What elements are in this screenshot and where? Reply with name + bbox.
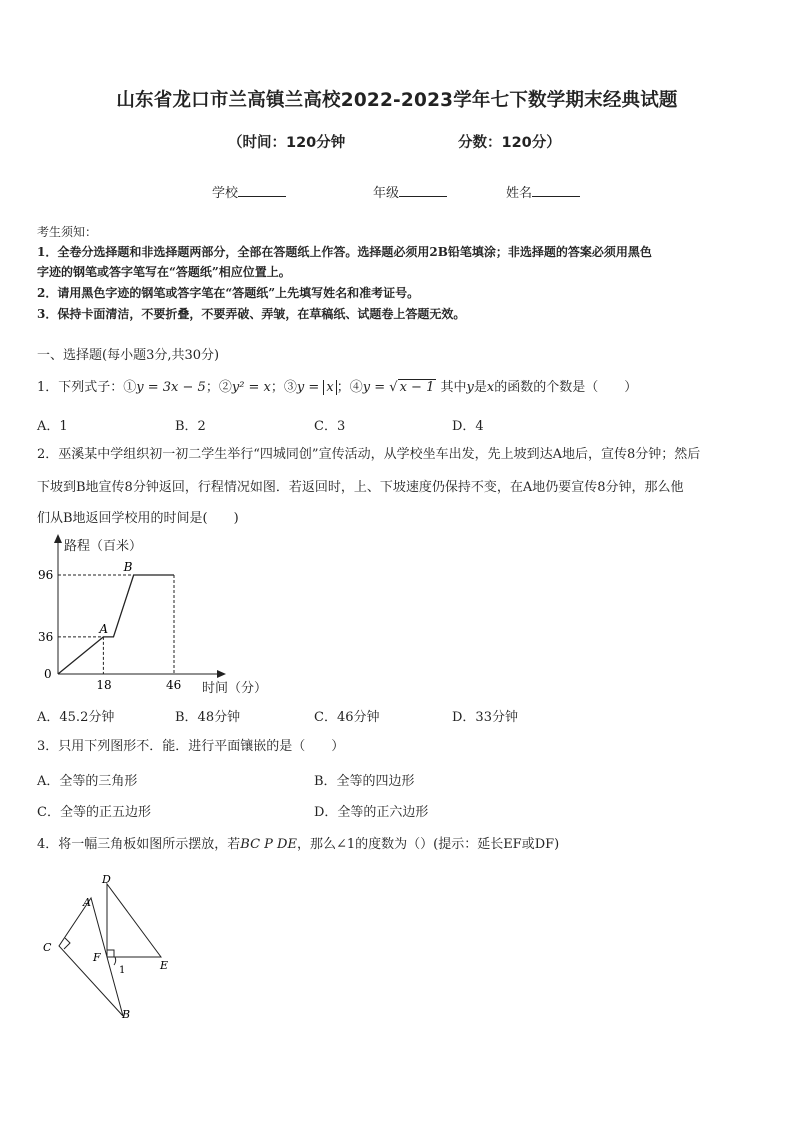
y-axis-arrow — [54, 534, 62, 543]
tick-label: 36 — [38, 629, 54, 644]
question-1: 1．下列式子：①y = 3x − 5；②y² = x；③y = x ；④y = √ x − 1 其中y是x的函数的个数是（ ） — [37, 380, 638, 395]
x-axis-arrow — [217, 670, 226, 678]
option-b: B．全等的四边形 — [314, 774, 415, 789]
question-2-line: 2．巫溪某中学组织初一初二学生举行“四城同创”宣传活动，从学校坐车出发，先上坡到达A地后，宣传8分钟；然后 — [37, 447, 701, 462]
section-heading: 一、选择题(每小题3分,共30分) — [37, 348, 220, 363]
question-2-line: 们从B地返回学校用的时间是( ) — [37, 511, 239, 526]
right-angle-mark-c — [64, 938, 70, 949]
tick-label: 18 — [96, 678, 112, 692]
grade-field — [373, 182, 447, 201]
option-c: C．46分钟 — [314, 710, 380, 725]
tick-label: 46 — [166, 678, 182, 692]
option-a: A．45.2分钟 — [37, 710, 115, 725]
label-c: C — [43, 941, 52, 954]
option-b: B．48分钟 — [175, 710, 241, 725]
tick-label: 96 — [38, 568, 54, 582]
distance-time-chart — [30, 530, 290, 700]
tick-label: 0 — [44, 667, 52, 681]
option-a: A．1 — [37, 419, 68, 434]
label-angle-1: 1 — [119, 965, 126, 976]
notice-item: 2．请用黑色字迹的钢笔或答字笔在“答题纸”上先填写姓名和准考证号。 — [37, 286, 420, 300]
series-line — [58, 575, 174, 674]
option-d: D．4 — [452, 419, 484, 434]
score-label: 分数：120分） — [458, 135, 561, 151]
option-d: D．全等的正六边形 — [314, 805, 429, 820]
point-label-b: B — [123, 560, 133, 574]
option-c: C．3 — [314, 419, 346, 434]
name-field — [506, 182, 580, 201]
school-label: 学校 — [212, 186, 239, 201]
time-label: （时间：120分钟 — [228, 135, 346, 151]
school-field — [212, 182, 286, 201]
notice-heading: 考生须知： — [37, 225, 98, 239]
label-d: D — [102, 873, 111, 886]
option-c: C．全等的正五边形 — [37, 805, 151, 820]
x-axis-label: 时间（分） — [202, 681, 268, 696]
label-e: E — [160, 959, 169, 972]
point-label-a: A — [99, 621, 109, 636]
label-b: B — [122, 1008, 131, 1021]
question-3: 3．只用下列图形不．能．进行平面镶嵌的是（ ） — [37, 739, 345, 754]
triangle-dfe — [107, 884, 161, 957]
label-f: F — [93, 951, 101, 964]
option-d: D．33分钟 — [452, 710, 518, 725]
label-a: A — [83, 896, 91, 909]
notice-item: 字迹的钢笔或答字笔写在“答题纸”相应位置上。 — [37, 265, 291, 279]
option-b: B．2 — [175, 419, 206, 434]
notice-item: 1．全卷分选择题和非选择题两部分，全部在答题纸上作答。选择题必须用2B铅笔填涂；非选择题的答案必须用黑色 — [37, 245, 652, 259]
angle-1-arc — [114, 957, 116, 965]
question-4: 4．将一幅三角板如图所示摆放，若BC P DE，那么∠1的度数为（）(提示：延长EF或DF) — [37, 837, 560, 852]
exam-title: 山东省龙口市兰高镇兰高校2022-2023学年七下数学期末经典试题 — [116, 90, 678, 111]
grade-label: 年级 — [373, 186, 400, 201]
triangle-rulers-figure — [35, 870, 195, 1025]
name-label: 姓名 — [506, 186, 533, 201]
y-axis-label: 路程（百米） — [64, 539, 143, 554]
notice-item: 3．保持卡面清洁，不要折叠，不要弄破、弄皱，在草稿纸、试题卷上答题无效。 — [37, 307, 466, 321]
option-a: A．全等的三角形 — [37, 774, 138, 789]
right-angle-mark-f — [107, 950, 114, 957]
question-2-line: 下坡到B地宣传8分钟返回，行程情况如图．若返回时，上、下坡速度仍保持不变，在A地仍要宣传8分钟，那么他 — [37, 480, 684, 495]
